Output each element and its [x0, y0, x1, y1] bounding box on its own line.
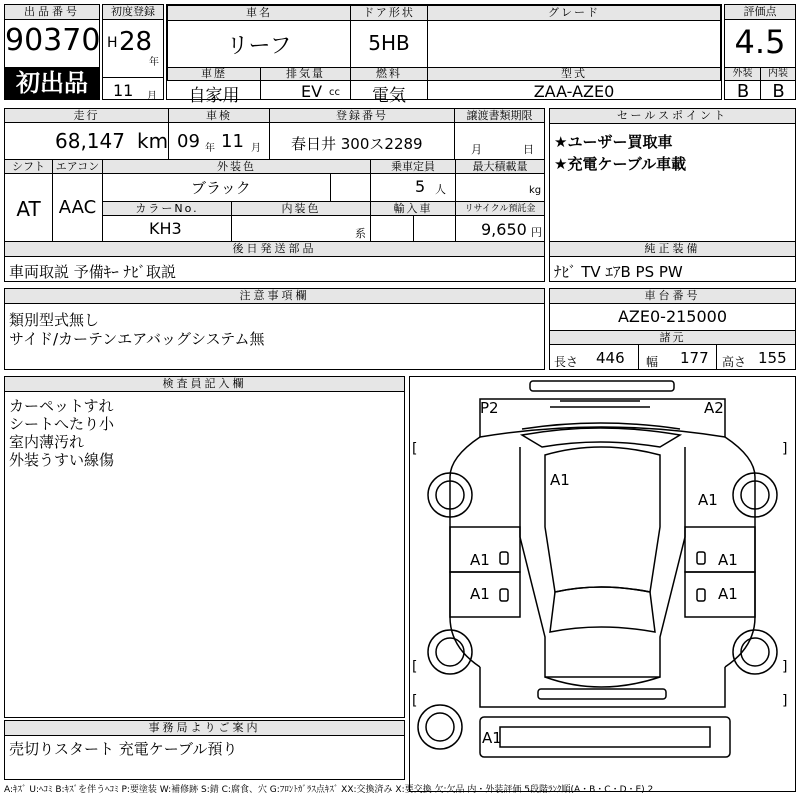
max-load-unit: kg	[529, 185, 542, 196]
capacity-unit: 人	[435, 183, 446, 196]
first-registration-year: 28	[119, 27, 153, 57]
mileage-label: 走行	[4, 108, 169, 123]
genuine-equipment: ﾅﾋﾞ TV ｴｱB PS PW	[554, 263, 683, 281]
mark-hood-a1: A1	[550, 471, 570, 489]
car-diagram	[409, 376, 796, 792]
shift: AT	[16, 197, 41, 221]
exterior-label: 外装	[724, 67, 761, 81]
inspector-box	[4, 376, 405, 718]
car-main-box	[166, 4, 722, 106]
inspection-month-unit: 月	[251, 143, 261, 154]
mark-right-front-door-a1: A1	[718, 551, 738, 569]
notes-line-2: サイド/カーテンエアバッグシステム無	[9, 330, 265, 348]
width: 177	[680, 349, 709, 367]
office-label: 事務局よりご案内	[5, 721, 404, 736]
bracket-left-2: [	[412, 659, 418, 675]
interior-grade: B	[772, 81, 785, 102]
car-history: 自家用	[188, 86, 240, 106]
int-color-label: 内装色	[231, 201, 371, 216]
mileage: 68,147	[55, 129, 125, 153]
inspector-line-3: 室内薄汚れ	[9, 433, 85, 451]
year-unit: 年	[149, 57, 159, 68]
details-box	[4, 108, 545, 242]
inspection-year: 09	[177, 131, 200, 152]
sales-point-box	[549, 108, 796, 242]
lot-number-label: 出品番号	[5, 5, 99, 20]
bracket-right-3: ]	[782, 693, 788, 709]
inspector-label: 検査員記入欄	[5, 377, 404, 392]
interior-label: 内装	[760, 67, 796, 81]
width-label: 幅	[646, 355, 659, 369]
score-label: 評価点	[725, 5, 795, 20]
month-unit: 月	[147, 91, 157, 102]
model-code: ZAA-AZE0	[533, 82, 615, 101]
genuine-equipment-box	[549, 241, 796, 282]
transfer-month-unit: 月	[471, 143, 482, 156]
fuel: 電気	[372, 86, 406, 106]
bracket-left-3: [	[412, 693, 418, 709]
chassis-label: 車台番号	[550, 289, 795, 304]
later-parts-box	[4, 241, 545, 282]
later-parts: 車両取説 予備ｷｰ ﾅﾋﾞ取説	[9, 263, 177, 281]
color-number: KH3	[149, 219, 182, 238]
color-no-label: カラーNo.	[102, 201, 232, 216]
height: 155	[758, 349, 787, 367]
first-listing-badge: 初出品	[5, 67, 99, 99]
bracket-left-1: [	[412, 441, 418, 457]
mark-p2: P2	[480, 399, 499, 417]
mark-a2: A2	[704, 399, 724, 417]
recycle-deposit: 9,650	[481, 220, 527, 239]
first-registration-label: 初度登録	[103, 5, 163, 20]
transfer-label: 譲渡書類期限	[454, 108, 545, 123]
notes-label: 注意事項欄	[5, 289, 544, 304]
grade-label: グレード	[427, 5, 721, 21]
inspector-line-4: 外装うすい線傷	[9, 451, 115, 469]
fuel-label: 燃料	[350, 67, 428, 81]
legend-footer: A:ｷｽﾞ U:ﾍｺﾐ B:ｷｽﾞを伴うﾍｺﾐ P:要塗装 W:補修跡 S:錆 C:腐食、穴 G:ﾌﾛﾝﾄｶﾞﾗｽ点ｷｽﾞ XX:交換済み X:要交換 欠:欠品 内・外装評価 5段階ﾗﾝｸ順(A・B・C・D・E) 2	[4, 785, 654, 795]
car-name: リーフ	[226, 34, 292, 59]
score-box	[724, 4, 796, 100]
era: H	[107, 35, 118, 51]
first-registration-month: 11	[113, 81, 134, 100]
first-registration-box	[102, 4, 164, 100]
sales-point-line-2: ★充電ケーブル車載	[554, 155, 687, 173]
ext-color-label: 外装色	[102, 159, 371, 174]
sales-point-line-1: ★ユーザー買取車	[554, 133, 673, 151]
dims-label: 諸元	[549, 330, 796, 345]
recycle-unit: 円	[531, 226, 542, 239]
plate-label: 登録番号	[269, 108, 455, 123]
ac-label: エアコン	[52, 159, 103, 174]
transfer-day-unit: 日	[523, 143, 534, 156]
displacement: EV	[301, 82, 323, 101]
bracket-right-1: ]	[782, 441, 788, 457]
chassis-box	[549, 288, 796, 370]
shift-label: シフト	[4, 159, 53, 174]
registration-plate: 春日井 300ス2289	[291, 135, 423, 153]
later-parts-label: 後日発送部品	[5, 242, 544, 257]
capacity-label: 乗車定員	[370, 159, 456, 174]
office-box	[4, 720, 405, 780]
lot-number: 90370	[5, 23, 101, 58]
lot-number-box	[4, 4, 100, 100]
int-color-suffix: 系	[355, 227, 366, 240]
height-label: 高さ	[722, 355, 747, 369]
exterior-grade: B	[736, 81, 750, 102]
car-name-label: 車名	[167, 5, 351, 21]
mark-right-front-a1: A1	[698, 491, 718, 509]
inspection-month: 11	[221, 131, 244, 152]
office-notice: 売切りスタート 充電ケーブル預り	[9, 740, 238, 758]
max-load-label: 最大積載量	[455, 159, 545, 174]
notes-box	[4, 288, 545, 370]
mark-left-front-door-a1: A1	[470, 551, 490, 569]
door-label: ドア形状	[350, 5, 428, 21]
ext-color: ブラック	[191, 179, 251, 197]
overall-score: 4.5	[734, 23, 786, 61]
mark-right-rear-door-a1: A1	[718, 585, 738, 603]
inspection-year-unit: 年	[205, 143, 215, 154]
inspector-line-1: カーペットすれ	[9, 397, 114, 415]
length-label: 長さ	[554, 355, 579, 369]
air-conditioner: AAC	[58, 197, 97, 218]
inspector-line-2: シートへたり小	[9, 415, 115, 433]
chassis-number: AZE0-215000	[617, 307, 728, 326]
displacement-unit: cc	[329, 87, 340, 98]
notes-line-1: 類別型式無し	[9, 311, 100, 329]
model-label: 型式	[427, 67, 721, 81]
mark-left-rear-door-a1: A1	[470, 585, 490, 603]
import-label: 輸入車	[370, 201, 456, 216]
length: 446	[596, 349, 625, 367]
capacity: 5	[415, 177, 426, 196]
recycle-label: リサイクル預託金	[455, 201, 545, 216]
sales-point-label: セールスポイント	[550, 109, 795, 124]
displacement-label: 排気量	[260, 67, 351, 81]
door-type: 5HB	[368, 31, 410, 55]
genuine-equipment-label: 純正装備	[550, 242, 795, 257]
car-outline-svg	[410, 377, 795, 791]
mileage-unit: km	[137, 129, 169, 153]
inspection-label: 車検	[168, 108, 270, 123]
history-label: 車歴	[167, 67, 261, 81]
mark-rear-bumper-a1: A1	[482, 729, 502, 747]
bracket-right-2: ]	[782, 659, 788, 675]
